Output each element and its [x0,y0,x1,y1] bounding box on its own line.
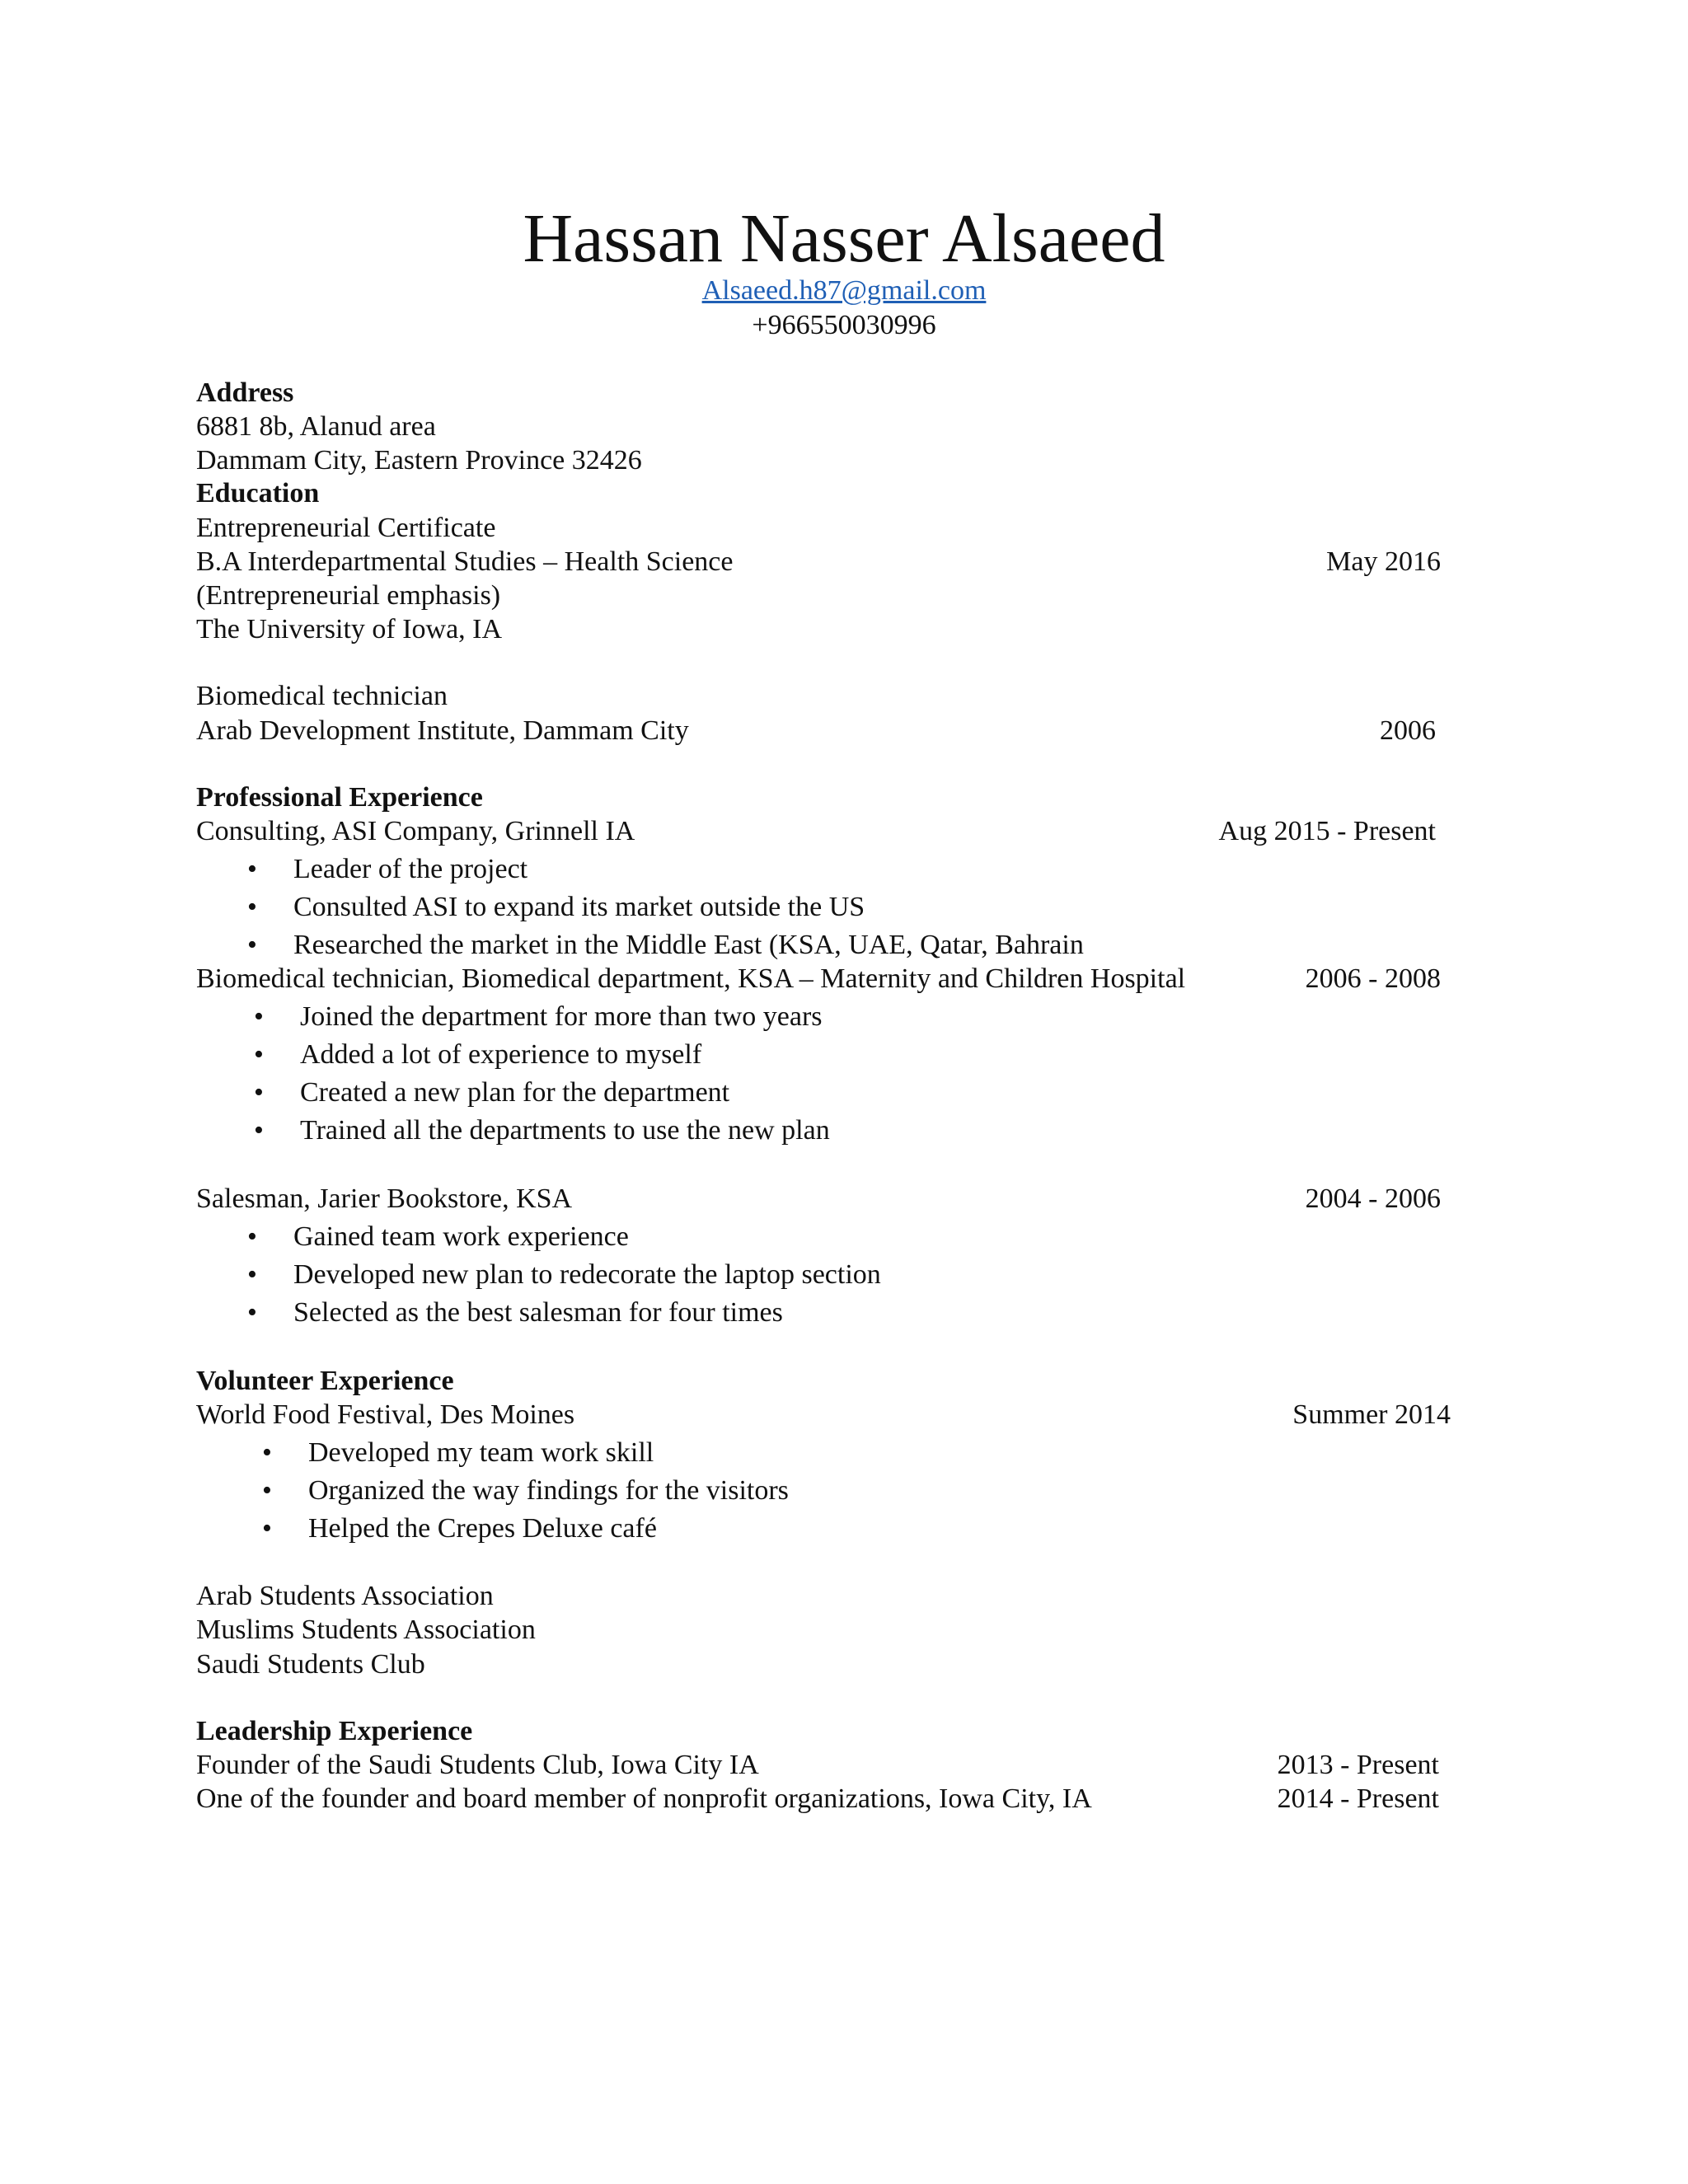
list-item [254,1038,702,1072]
leadership-title: One of the founder and board member of nonprofit organizations, Iowa City, IA [196,1783,1092,1814]
volunteer-title: World Food Festival, Des Moines [196,1399,575,1430]
job-date: 2004 - 2006 [1305,1183,1441,1214]
list-item [262,1474,789,1508]
list-item-text: Joined the department for more than two years [300,1001,823,1032]
list-item [254,1000,823,1034]
list-item-text: Leader of the project [293,854,528,884]
education-line: Entrepreneurial Certificate [196,513,496,543]
candidate-name: Hassan Nasser Alsaeed [523,200,1165,277]
job-title: Biomedical technician, Biomedical department, KSA – Maternity and Children Hospital [196,963,1186,994]
bullet-icon: • [247,854,257,884]
list-item [247,1296,783,1330]
education-line: B.A Interdepartmental Studies – Health Science [196,546,734,577]
professional-heading: Professional Experience [196,782,483,813]
bullet-icon: • [247,1259,257,1290]
bullet-icon: • [247,930,257,960]
education-line: The University of Iowa, IA [196,614,503,644]
bullet-icon: • [247,1297,257,1328]
education-heading: Education [196,478,320,509]
education-date: 2006 [1380,715,1436,746]
list-item-text: Consulted ASI to expand its market outside the US [293,892,865,922]
education-line: Biomedical technician [196,681,448,711]
leadership-date: 2013 - Present [1277,1750,1439,1780]
job-date: Aug 2015 - Present [1218,816,1436,846]
phone-number: +966550030996 [752,310,936,340]
education-line: Arab Development Institute, Dammam City [196,715,689,746]
list-item-text: Trained all the departments to use the new plan [300,1115,830,1146]
email-link[interactable]: Alsaeed.h87@gmail.com [701,275,987,306]
list-item-text: Researched the market in the Middle East (KSA, UAE, Qatar, Bahrain [293,930,1084,960]
job-title: Consulting, ASI Company, Grinnell IA [196,816,635,846]
list-item-text: Organized the way findings for the visitors [308,1475,789,1506]
list-item [247,1220,629,1254]
job-date: 2006 - 2008 [1305,963,1441,994]
leadership-date: 2014 - Present [1277,1783,1439,1814]
bullet-icon: • [247,892,257,922]
bullet-icon: • [254,1001,264,1032]
job-title: Salesman, Jarier Bookstore, KSA [196,1183,573,1214]
list-item [262,1436,654,1470]
list-item [247,890,865,925]
list-item-text: Developed new plan to redecorate the laptop section [293,1259,881,1290]
list-item-text: Added a lot of experience to myself [300,1039,702,1070]
list-item-text: Helped the Crepes Deluxe café [308,1513,657,1544]
bullet-icon: • [247,1221,257,1252]
list-item [262,1511,657,1546]
address-line: 6881 8b, Alanud area [196,411,436,442]
bullet-icon: • [254,1039,264,1070]
list-item [247,1258,881,1292]
list-item [254,1113,830,1148]
list-item [247,928,1084,963]
address-line: Dammam City, Eastern Province 32426 [196,445,642,476]
volunteer-group: Muslims Students Association [196,1615,536,1645]
bullet-icon: • [254,1077,264,1108]
education-line: (Entrepreneurial emphasis) [196,580,501,611]
volunteer-date: Summer 2014 [1292,1399,1451,1430]
education-date: May 2016 [1326,546,1441,577]
list-item-text: Developed my team work skill [308,1437,654,1468]
volunteer-heading: Volunteer Experience [196,1366,454,1396]
leadership-title: Founder of the Saudi Students Club, Iowa City IA [196,1750,759,1780]
bullet-icon: • [262,1437,272,1468]
bullet-icon: • [262,1475,272,1506]
list-item-text: Gained team work experience [293,1221,629,1252]
volunteer-group: Arab Students Association [196,1581,494,1611]
list-item [247,852,528,887]
address-heading: Address [196,377,294,408]
bullet-icon: • [254,1115,264,1146]
list-item [254,1076,730,1110]
bullet-icon: • [262,1513,272,1544]
list-item-text: Created a new plan for the department [300,1077,730,1108]
leadership-heading: Leadership Experience [196,1716,473,1746]
volunteer-group: Saudi Students Club [196,1649,425,1680]
list-item-text: Selected as the best salesman for four times [293,1297,783,1328]
